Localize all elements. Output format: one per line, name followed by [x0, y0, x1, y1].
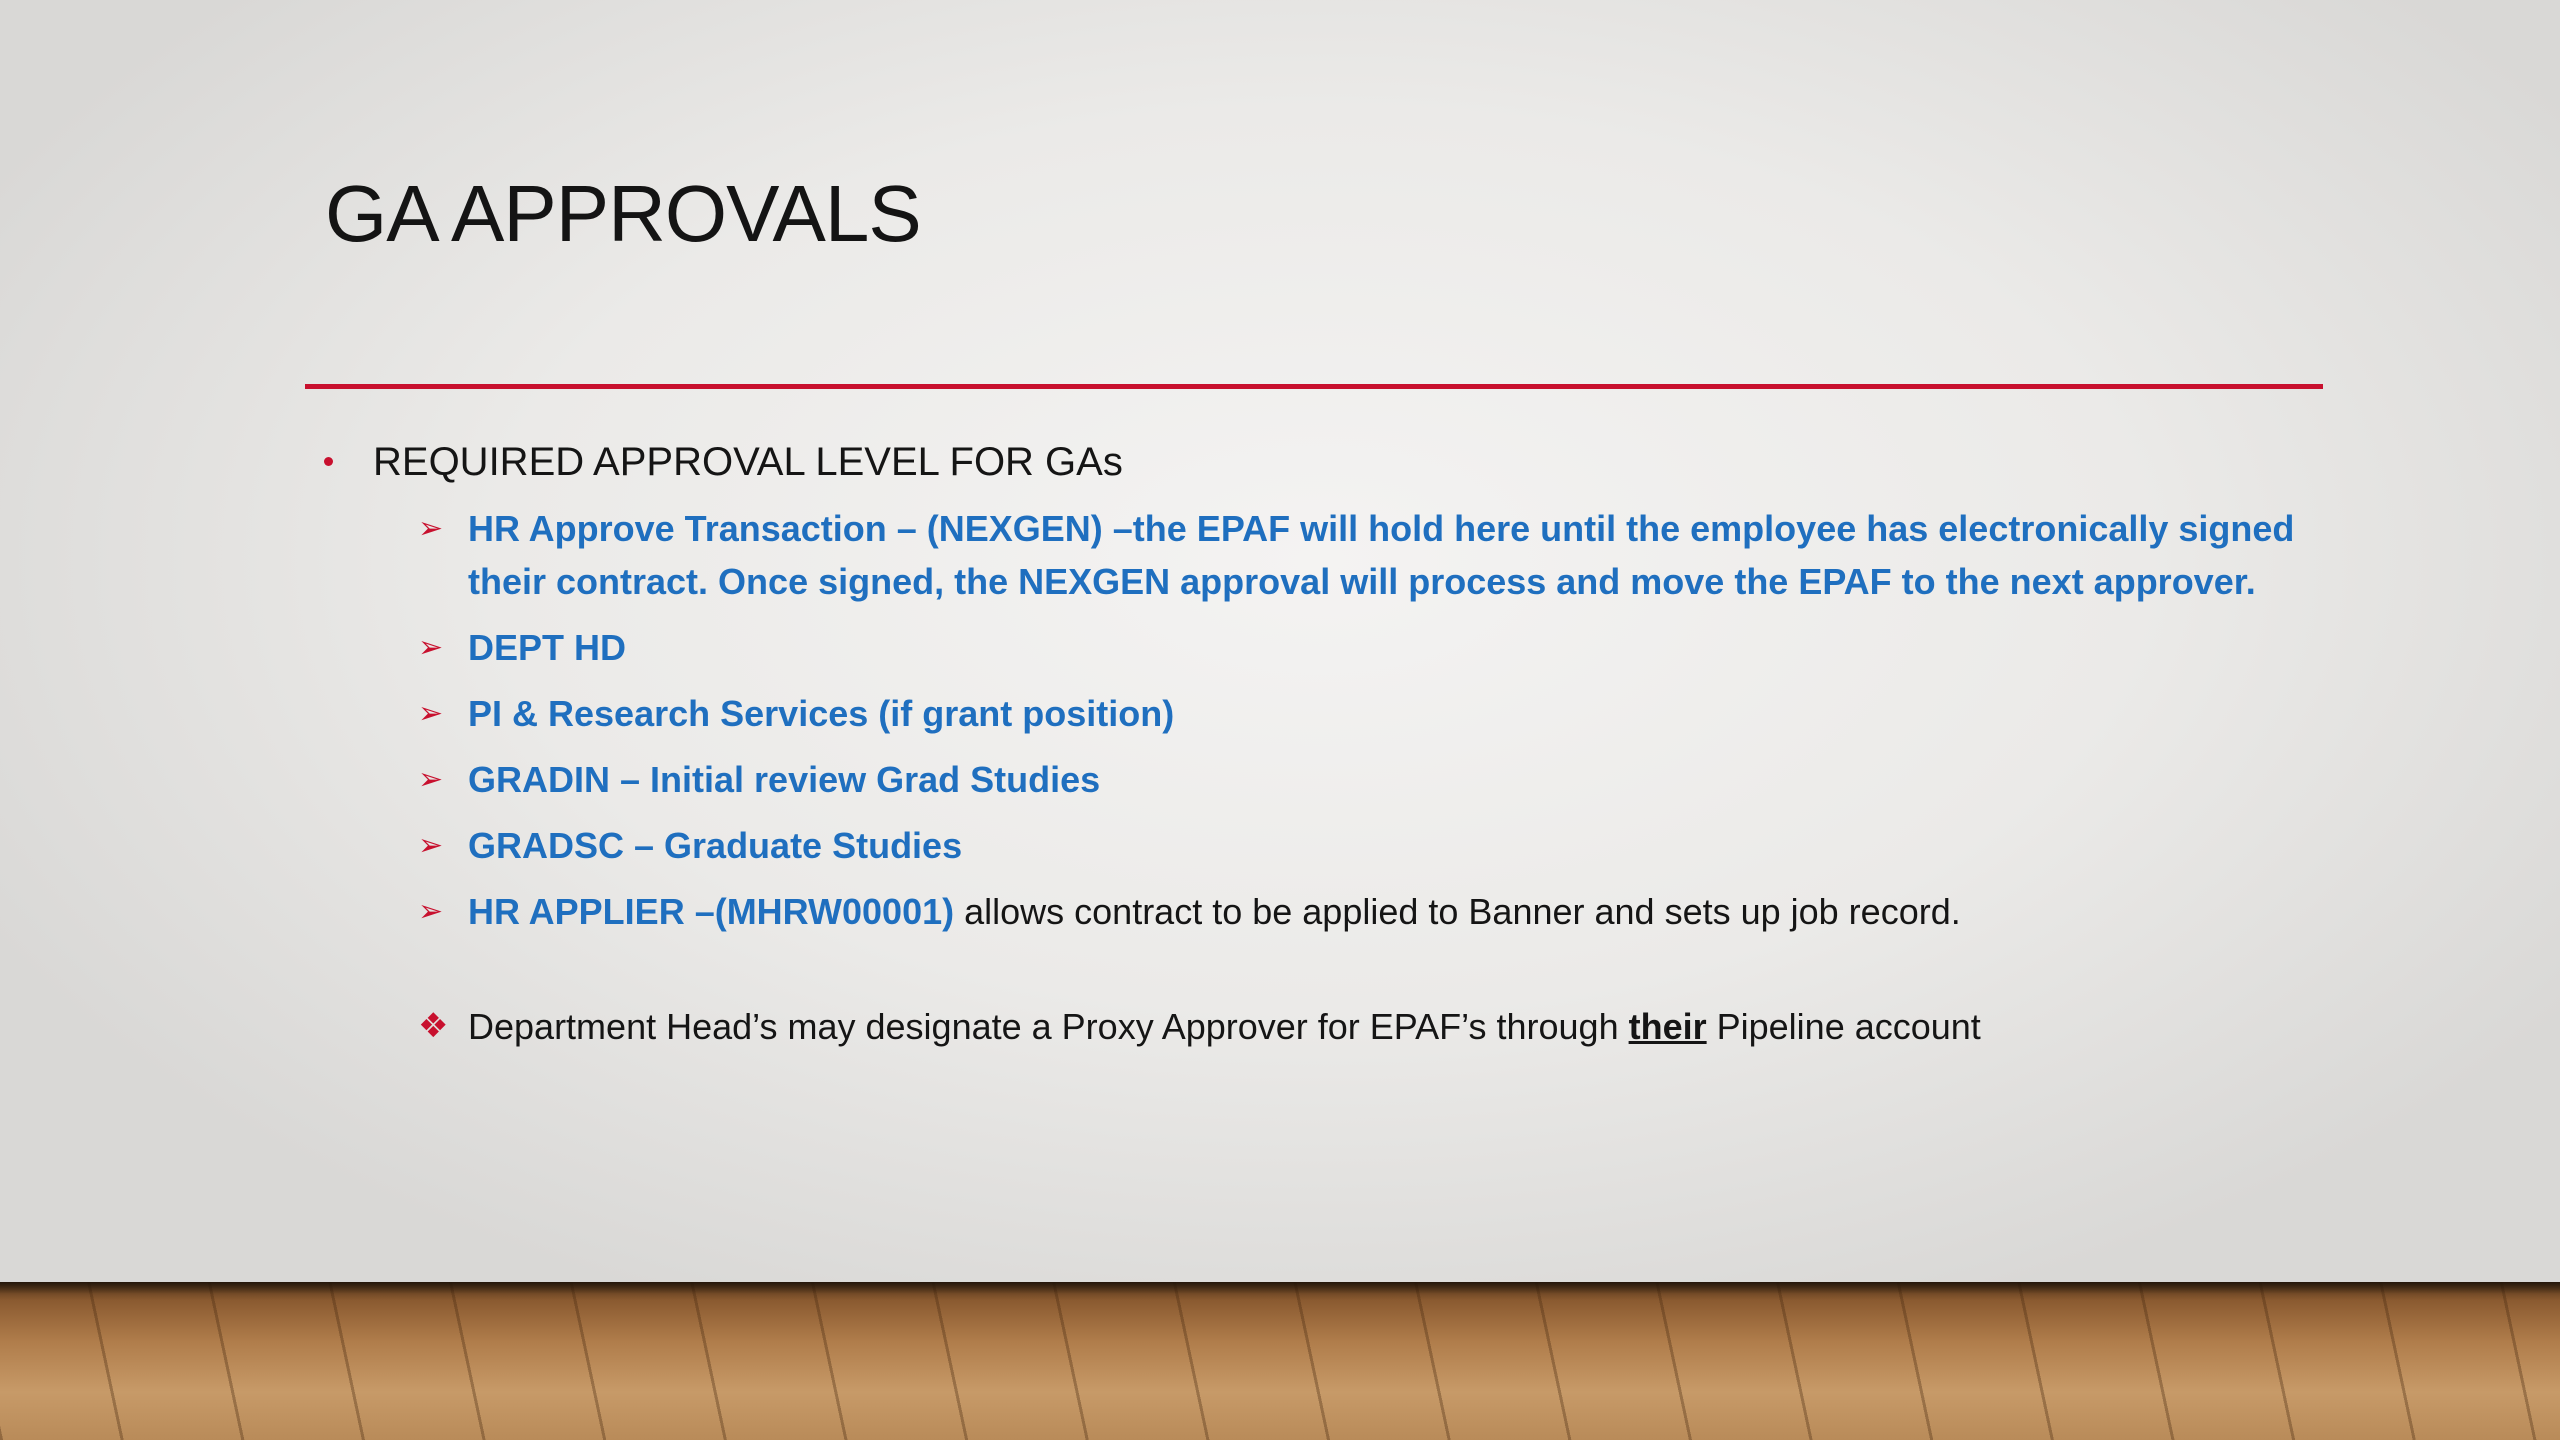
list-item-text: GRADIN – Initial review Grad Studies	[468, 759, 1101, 800]
arrow-bullet-icon: ➢	[418, 631, 444, 664]
page-title: GA APPROVALS	[325, 169, 921, 258]
floor-shadow	[0, 1282, 2560, 1294]
proxy-note-emphasis: their	[1628, 1006, 1707, 1047]
list-item-text: HR APPLIER –(MHRW00001)	[468, 891, 955, 932]
list-item-text: GRADSC – Graduate Studies	[468, 825, 963, 866]
list-item	[318, 502, 2298, 608]
list-item	[318, 753, 2298, 806]
list-item	[318, 621, 2298, 674]
list-item	[318, 819, 2298, 872]
list-item-text: DEPT HD	[468, 627, 627, 668]
list-item-text: PI & Research Services (if grant position)	[468, 693, 1175, 734]
bullet-dot-icon	[324, 457, 333, 466]
proxy-note	[318, 1000, 2298, 1053]
proxy-note-after: Pipeline account	[1706, 1006, 1981, 1047]
proxy-note-before: Department Head’s may designate a Proxy Approver for EPAF’s through	[468, 1006, 1629, 1047]
arrow-bullet-icon: ➢	[418, 697, 444, 730]
list-item	[318, 885, 2298, 938]
approval-heading	[318, 430, 2298, 494]
title-divider	[305, 384, 2323, 389]
wood-floor-background	[0, 1282, 2560, 1440]
list-item-extra: allows contract to be applied to Banner and sets up job record.	[954, 891, 1961, 932]
approval-list	[318, 502, 2298, 938]
approval-heading-text: REQUIRED APPROVAL LEVEL FOR GAs	[373, 440, 1123, 484]
slide-content	[318, 430, 2298, 1053]
list-item-text: HR Approve Transaction – (NEXGEN) –the EPAF will hold here until the employee has electronically signed their contract. Once signed, the NEXGEN approval will process and move the EPAF to the next approver.	[468, 508, 2295, 602]
diamond-bullet-icon: ❖	[418, 1007, 449, 1045]
arrow-bullet-icon: ➢	[418, 895, 444, 928]
arrow-bullet-icon: ➢	[418, 763, 444, 796]
arrow-bullet-icon: ➢	[418, 829, 444, 862]
list-item	[318, 687, 2298, 740]
arrow-bullet-icon: ➢	[418, 512, 444, 545]
